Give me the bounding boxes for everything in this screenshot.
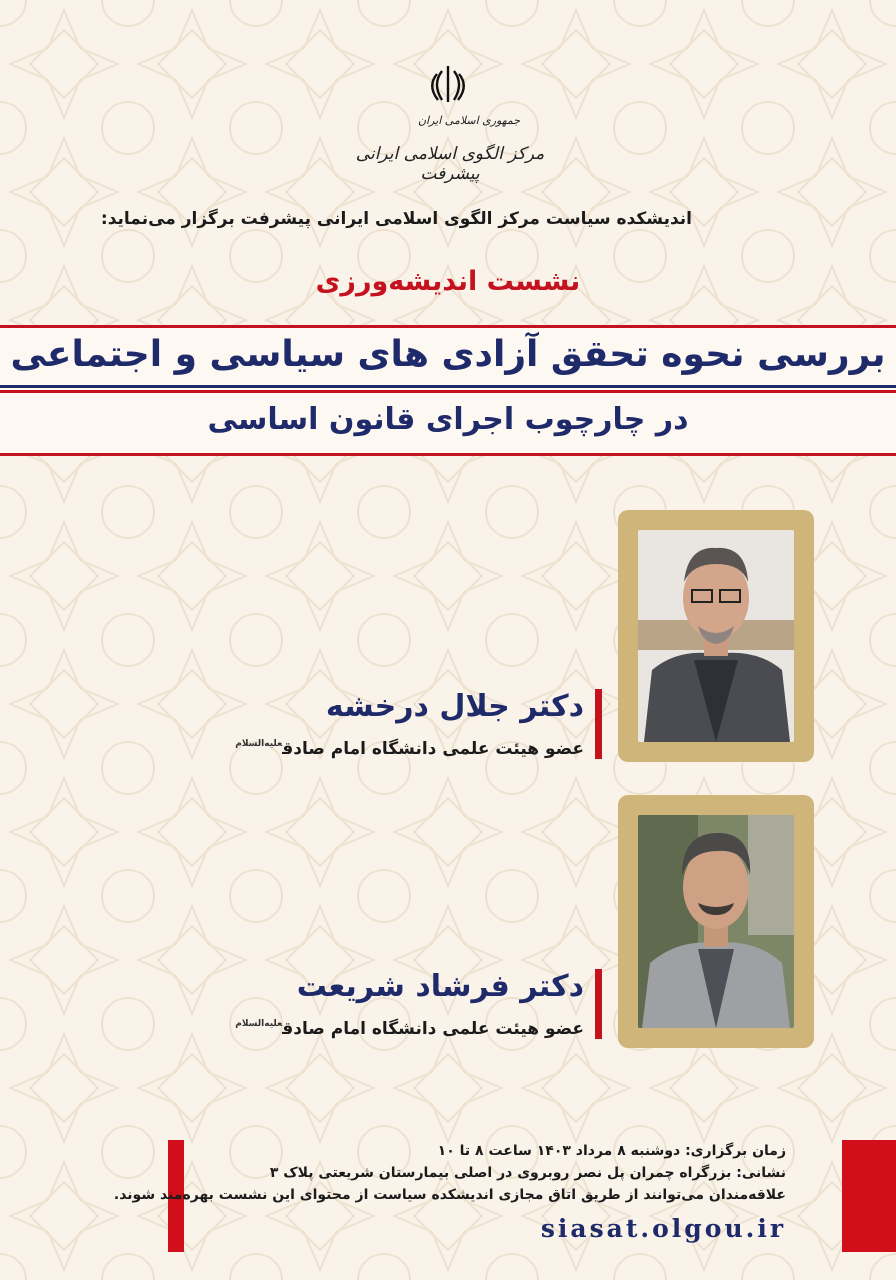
organization-logo (340, 62, 560, 182)
speaker-name: دکتر فرشاد شریعت (296, 969, 584, 1004)
divider-red-bottom (0, 453, 896, 456)
honorific-text: علیه‌السلام (235, 1019, 283, 1029)
speaker-card (235, 685, 584, 759)
event-title-line-2: در چارچوب اجرای قانون اساسی (207, 402, 689, 437)
speaker-role-text: عضو هیئت علمی دانشگاه امام صادق (282, 739, 584, 759)
divider-red-top (0, 325, 896, 328)
logo-country-text: جمهوری اسلامی ایران (417, 114, 520, 127)
event-details (114, 1140, 786, 1243)
speaker-role-text: عضو هیئت علمی دانشگاه امام صادق (282, 1019, 584, 1039)
honorific-text: علیه‌السلام (235, 739, 283, 749)
logo-organization-text: مرکز الگوی اسلامی ایرانی پیشرفت (355, 144, 545, 184)
speaker-name: دکتر جلال درخشه (325, 689, 584, 724)
speaker-card (235, 965, 584, 1039)
speaker-photo (638, 530, 794, 742)
event-online-note: علاقه‌مندان می‌توانند از طریق اتاق مجازی اندیشکده سیاست از محتوای این نشست بهره‌مند شوند. (113, 1187, 786, 1203)
speaker-accent-bar (595, 689, 602, 759)
iran-emblem-icon (426, 62, 470, 106)
speaker-photo-frame (618, 795, 814, 1048)
footer-accent-bar-right (842, 1140, 896, 1252)
speaker-photo-frame (618, 510, 814, 762)
speaker-role (235, 739, 584, 759)
divider-red-middle (0, 390, 896, 393)
website-link[interactable]: siasat.olgou.ir (540, 1214, 786, 1243)
speaker-photo (638, 815, 794, 1028)
event-subtitle: نشست اندیشه‌ورزی (315, 266, 581, 297)
event-address: نشانی: بزرگراه چمران پل نصر روبروی در اصلی بیمارستان شریعتی پلاک ۳ (269, 1165, 786, 1181)
event-time: زمان برگزاری: دوشنبه ۸ مرداد ۱۴۰۳ ساعت ۸ تا ۱۰ (437, 1143, 786, 1159)
divider-navy-middle (0, 385, 896, 388)
presents-text: اندیشکده سیاست مرکز الگوی اسلامی ایرانی پیشرفت برگزار می‌نماید: (100, 209, 692, 229)
speaker-accent-bar (595, 969, 602, 1039)
speaker-role (235, 1019, 584, 1039)
event-title-line-1: بررسی نحوه تحقق آزادی های سیاسی و اجتماعی (10, 334, 886, 375)
